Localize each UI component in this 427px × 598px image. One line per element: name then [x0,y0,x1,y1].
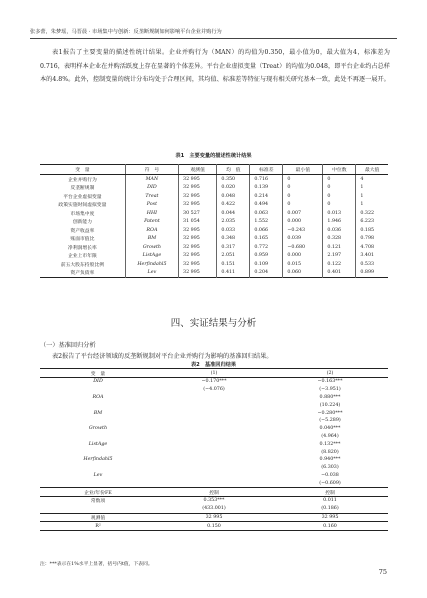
table2-cell-var: Herfindahl5 [83,457,113,463]
table2-cell-c1 [156,401,272,409]
table2-cell-c1: (−4.076) [203,387,225,393]
table1-row [40,184,388,193]
table2-cell-c1: −0.170*** [201,379,227,385]
table2-cell-var [40,448,156,456]
table2-row [40,401,388,409]
table2-row [40,496,388,504]
table1-cell: 政策实施时间虚拟变量 [40,201,125,210]
table2-cell-c2: (4.964) [321,433,339,439]
table1-cell: 创新能力 [40,218,125,227]
table1-cell: 0 [323,175,356,184]
table1-row [40,243,388,252]
table1-cell: 0.063 [250,209,283,218]
table2-row [40,464,388,472]
table1-cell: 0.048 [217,192,250,201]
table2-cell-c1: (433.001) [202,506,226,512]
table1-cell: 32 995 [179,252,217,261]
table-note: 注：***表示在1%水平上显著，括号内t值，下表同。 [40,562,153,567]
table2-row [40,522,388,531]
table1-cell: 32 995 [179,269,217,278]
table1-cell: 4 [360,176,364,182]
intro-paragraph [40,46,390,87]
table1-cell: 企业并购行为 [40,175,125,184]
table2-cell-c1 [156,440,272,448]
table2-header-cell: (1) [156,369,272,378]
table2-cell-c1 [156,464,272,472]
table2-cell-c1 [156,417,272,425]
table1-cell: 资产收益率 [40,226,125,235]
table1-cell: 0 [323,184,356,193]
table1-cell: 0.165 [250,235,283,244]
table2-cell-c2: −0.163*** [317,379,343,385]
table1-cell: 32 995 [179,243,217,252]
table2-cell-c1 [156,479,272,487]
table1-cell: 0.772 [250,243,283,252]
table2-cell-var [40,386,156,394]
table1-cell: 0.013 [323,209,356,218]
table2-cell-var: BM [93,410,103,416]
table2-cell-c1: 32 995 [156,513,272,522]
table2-cell-c1 [156,425,272,433]
table2-row [40,472,388,480]
table2-cell-var: Growth [88,426,108,432]
table1-cell: 0.798 [360,236,375,242]
table1-cell: 0.322 [360,210,375,216]
table1-cell: 31 054 [179,218,217,227]
table1-cell: 0.214 [250,192,283,201]
table1-cell: 0.348 [217,235,250,244]
table2-cell-var: ListAge [88,441,108,447]
table1-cell: 0.039 [283,235,323,244]
table1-cell: 账面市值比 [40,235,125,244]
table1-cell: 0 [283,184,323,193]
table2-row [40,378,388,386]
table1-cell: 2.197 [323,252,356,261]
table1-row [40,235,388,244]
table2-row [40,433,388,441]
subsection-title: （一）基准回归分析 [40,342,96,349]
table1-cell: 1.552 [250,218,283,227]
table1-cell: 32 995 [179,184,217,193]
table1-cell: 0 [283,192,323,201]
table2-cell-c1 [156,472,272,480]
table1-cell: 0.317 [217,243,250,252]
table1-header-row [40,165,388,175]
table1-cell: 0.716 [250,175,283,184]
table2-row [40,513,388,522]
table2-row [40,394,388,402]
table1-cell: 0.020 [217,184,250,193]
descriptive-stats-table [40,164,388,278]
table2-row [40,488,388,497]
table1-cell: 0.422 [217,201,250,210]
table1-cell: 32 995 [179,192,217,201]
table1-header-cell: 观测值 [179,165,217,175]
table2-cell-c2: (−5.289) [319,418,341,424]
table2-caption: 表2 基准回归结果 [190,362,237,368]
table1-cell: −0.243 [283,226,323,235]
table2-header-row [40,369,388,378]
table1-cell: Herfindahl5 [125,260,178,269]
table1-cell: 0.036 [323,226,356,235]
table1-header-cell: 符 号 [125,165,178,175]
table1-cell: 32 995 [179,175,217,184]
table1-row [40,192,388,201]
table1-cell: 0.401 [323,269,356,278]
table1-cell: ROA [125,226,178,235]
table2-cell-c2: −0.038 [321,472,339,478]
table1-header-cell: 变 量 [40,165,125,175]
table1-cell: 0 [323,201,356,210]
table1-cell: 市场集中度 [40,209,125,218]
table1-cell: 0.959 [250,252,283,261]
table1-cell: Post [125,201,178,210]
table2-cell-var [40,479,156,487]
table1-cell: 0.121 [323,243,356,252]
table1-cell: 0 [283,175,323,184]
table2-row [40,417,388,425]
table2-cell-c1 [156,433,272,441]
table1-cell: 0.899 [360,270,375,276]
table2-cell-c2: 0.940*** [319,457,341,463]
table1-cell: 32 995 [179,201,217,210]
table1-cell: 0.328 [323,235,356,244]
table2-row [40,386,388,394]
table2-cell-c1 [156,394,272,402]
table1-row [40,218,388,227]
table1-cell: 0 [283,201,323,210]
table1-cell: 0.494 [250,201,283,210]
table2-cell-c1 [156,456,272,464]
table2-row [40,440,388,448]
table1-row [40,226,388,235]
table2-cell-c2: −0.280*** [317,410,343,416]
table1-cell: 2.035 [217,218,250,227]
table1-cell: 资产负债率 [40,269,125,278]
table2-cell-c2: (8.820) [321,449,339,455]
table1-cell: 0.151 [217,260,250,269]
table1-row [40,209,388,218]
table2-cell-var: 观测值 [40,513,156,522]
table2-row [40,448,388,456]
table1-cell: 0.007 [283,209,323,218]
table1-cell: 0.060 [283,269,323,278]
table1-cell: 0.033 [217,226,250,235]
table2-cell-c1: 0.353*** [156,496,272,504]
table1-cell: 1 [360,185,364,191]
table2-header-cell: (2) [272,369,388,378]
table1-cell: ListAge [125,252,178,261]
regression-paragraph-text: 表2报告了平台经济领域的反垄断规制对平台企业并购行为影响的基准回归结果。 [52,353,273,360]
table1-cell: 32 995 [179,235,217,244]
table1-cell: 0.533 [360,261,375,267]
table1-cell: 3.401 [360,253,375,259]
table2-cell-c2: (0.186) [321,506,339,512]
table1-cell: 32 995 [179,260,217,269]
table1-row [40,252,388,261]
table1-cell: 0 [323,192,356,201]
table1-cell: 0.204 [250,269,283,278]
table1-header-cell: 均 值 [217,165,250,175]
table2-cell-c2: 32 995 [272,513,388,522]
table1-body [40,175,388,278]
table1-cell: 企业上市年限 [40,252,125,261]
table1-cell: MAN [125,175,178,184]
table2-row [40,479,388,487]
table1-cell: Growth [125,243,178,252]
table2-header-cell: 变 量 [40,369,156,378]
table2-cell-var: DID [93,379,103,385]
table1-cell: 0.139 [250,184,283,193]
table1-cell: 0.015 [283,260,323,269]
table2-cell-c2: 0.880*** [319,394,341,400]
table1-cell: Lev [125,269,178,278]
baseline-regression-table [40,368,388,531]
table1-header-cell: 最大值 [356,165,388,175]
table2-row [40,425,388,433]
section-title: 四、实证结果与分析 [170,318,257,329]
table2-cell-var: R² [40,522,156,531]
table1-cell: Patent [125,218,178,227]
table1-row [40,201,388,210]
table1-cell: 0.185 [360,227,375,233]
intro-paragraph-text: 表1报告了主要变量的描述性统计结果。企业并购行为（MAN）的均值为0.350，最小值为0，最大值为4，标准差为0.716，表明样本企业在并购活跃度上存在显著的个体差异。平台企业虚拟变量（Treat）的均值为0.048，即平台企业约占总样本的4.8%。此外，控制变量的统计分布均处于合理区间，其均值、标准差等特征与现有相关研究基本一致，此处不再逐一展开。 [40,49,390,83]
table2-cell-c2: (−0.609) [319,480,341,486]
table2-cell-var [40,464,156,472]
table1-row [40,175,388,184]
table1-cell: 净利润增长率 [40,243,125,252]
table2-cell-var [40,417,156,425]
table2-cell-c2: (−3.951) [319,387,341,393]
running-header: 张多蕾，朱梦瑶，马晋晨 · 市场集中与创新：反垄断规制如何影响平台企业并购行为 [30,26,397,39]
table1-cell: 0.109 [250,260,283,269]
table1-cell: 0.122 [323,260,356,269]
table2-row [40,505,388,513]
table1-header-cell: 最小值 [283,165,323,175]
table1-cell: 1 [360,193,364,199]
table1-cell: Treat [125,192,178,201]
table2-row [40,456,388,464]
table1-cell: 1 [360,202,364,208]
table1-cell: 6.223 [360,219,375,225]
table1-cell: 0.044 [217,209,250,218]
table2-cell-var [40,505,156,513]
table1-header-cell: 中位数 [323,165,356,175]
table2-cell-c2: (10.224) [319,402,341,408]
table1-header-cell: 标准差 [250,165,283,175]
table1-cell: 32 995 [179,226,217,235]
table1-cell: 2.051 [217,252,250,261]
table2-body [40,369,388,531]
table2-cell-c2: (6.303) [321,465,339,471]
table1-cell: 反垄断规制 [40,184,125,193]
table2-cell-c2: 控制 [272,488,388,497]
table2-cell-var: 常数项 [40,496,156,504]
table1-caption: 表1 主要变量的描述性统计结果 [175,153,252,159]
table2-cell-c2: 0.132*** [319,441,341,447]
table2-cell-var: Lev [93,472,103,478]
table1-cell: 30 527 [179,209,217,218]
table1-cell: 前五大股东持股比例 [40,260,125,269]
table2-cell-c1 [156,409,272,417]
table1-cell: 0.350 [217,175,250,184]
table2-cell-c1 [156,448,272,456]
table1-cell: 4.708 [360,244,375,250]
table2-cell-var [40,433,156,441]
table2-cell-c2: 0.160 [272,522,388,531]
table2-cell-var: 企业/年份FE [40,488,156,497]
table1-cell: 1.946 [323,218,356,227]
table1-cell: 0.000 [283,218,323,227]
table2-cell-var [40,401,156,409]
table2-cell-c2: 0.011 [272,496,388,504]
table1-cell: 0.411 [217,269,250,278]
table1-cell: BM [125,235,178,244]
table1-cell: 0.066 [250,226,283,235]
table2-cell-c1: 控制 [156,488,272,497]
table1-cell: DID [125,184,178,193]
table1-cell: 平台企业虚拟变量 [40,192,125,201]
table1-row [40,269,388,278]
page-number: 75 [378,568,387,576]
table2-row [40,409,388,417]
table2-cell-c2: 0.040*** [319,426,341,432]
table2-cell-c1: 0.150 [156,522,272,531]
table1-cell: −0.680 [283,243,323,252]
table1-row [40,260,388,269]
table1-cell: 0.000 [283,252,323,261]
table2-cell-var: ROA [92,394,104,400]
table1-cell: HHI [125,209,178,218]
